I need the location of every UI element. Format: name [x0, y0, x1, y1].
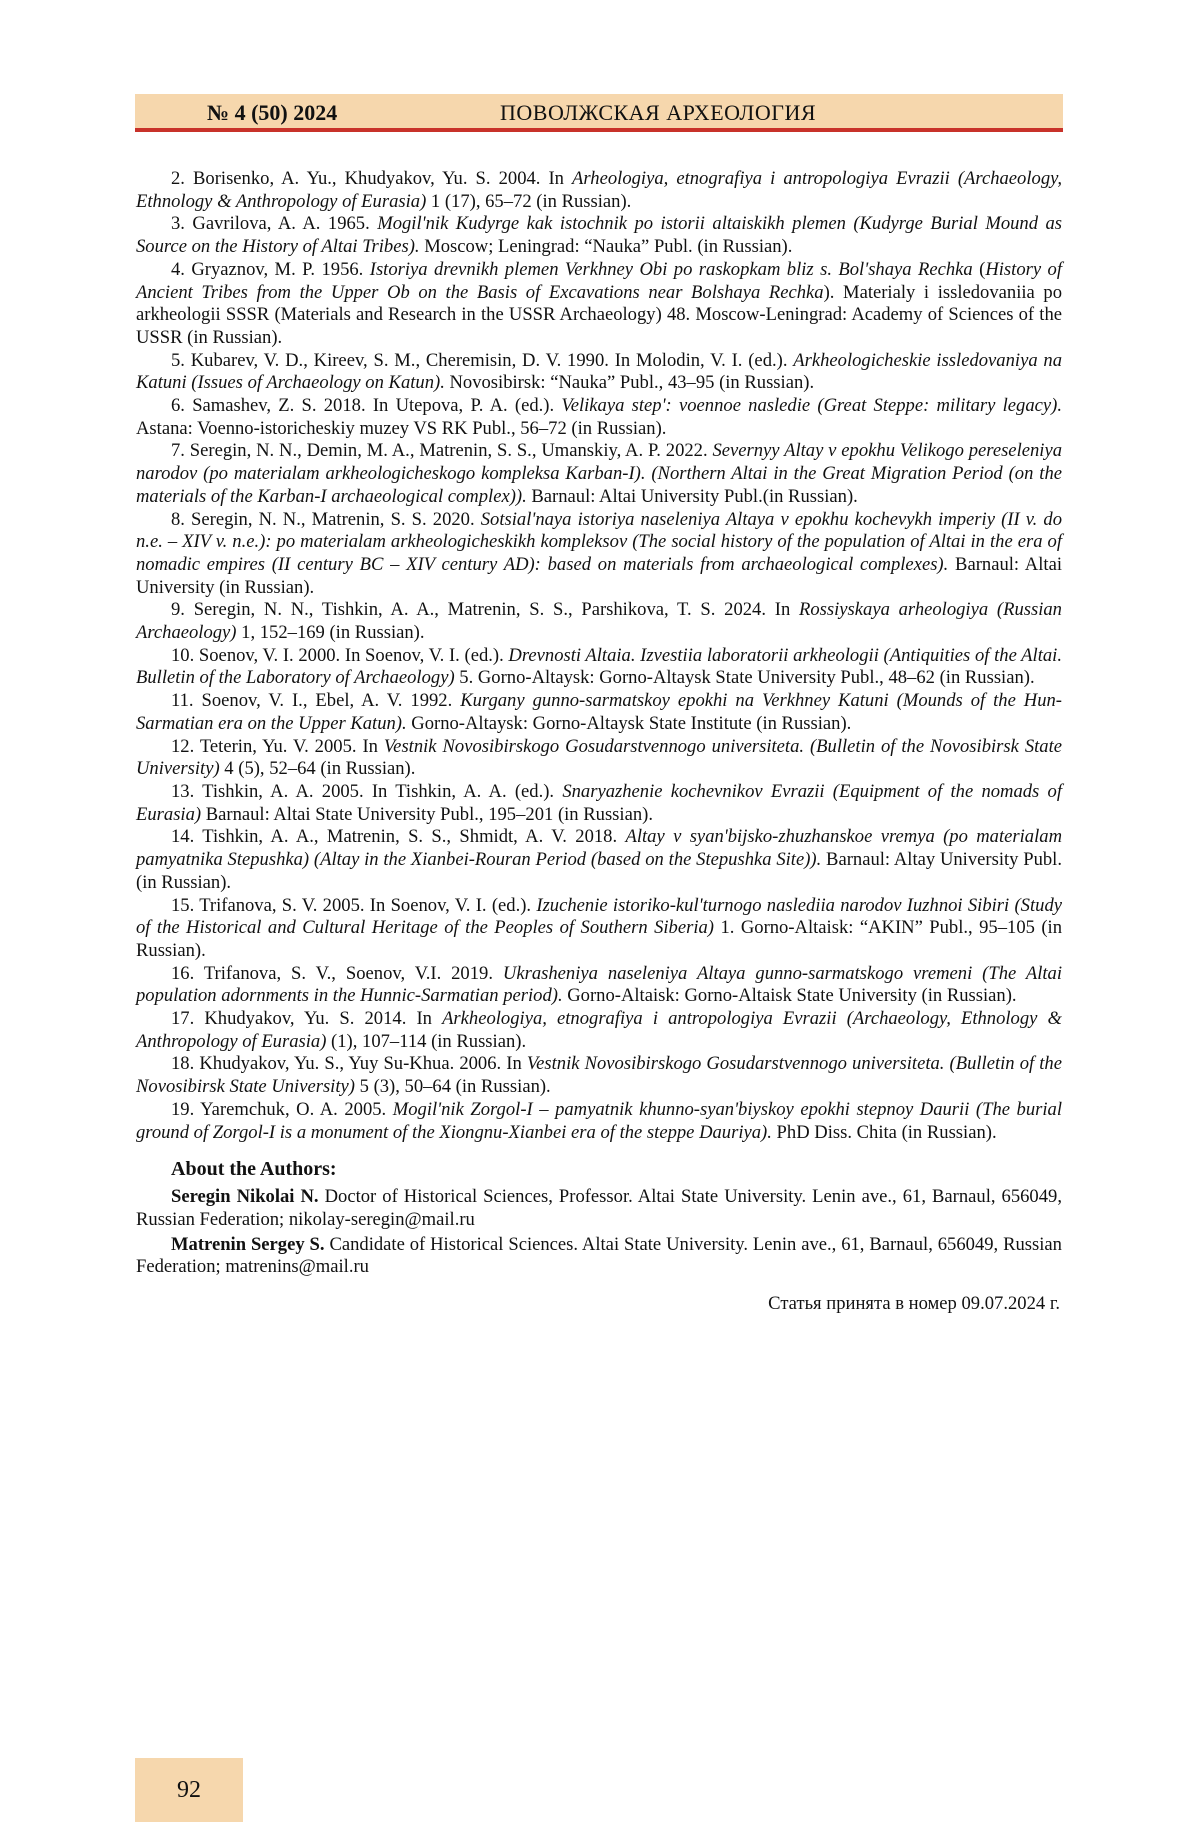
- reference-text: Barnaul: Altay University Publ. (in Russian).: [136, 849, 1062, 893]
- reference-item: [136, 213, 1062, 258]
- reference-text: Novosibirsk: “Nauka” Publ., 43–95 (in Russian).: [445, 372, 814, 393]
- reference-title: History of Ancient Tribes from the Upper Ob on the Basis of Excavations near Bolshaya Rechka: [136, 259, 1062, 303]
- reference-title: Kurgany gunno-sarmatskoy epokhi na Verkhney Katuni (Mounds of the Hun-Sarmatian era on the Upper Katun).: [136, 690, 1062, 734]
- reference-title: Drevnosti Altaia. Izvestiia laboratorii arkheologii (Antiquities of the Altai. Bulletin of the Laboratory of Archaeology): [136, 645, 1062, 689]
- reference-text: 4 (5), 52–64 (in Russian).: [220, 758, 416, 779]
- reference-text: 17. Khudyakov, Yu. S. 2014. In: [171, 1008, 442, 1029]
- reference-text: (: [973, 259, 986, 280]
- reference-text: 5. Kubarev, V. D., Kireev, S. M., Cheremisin, D. V. 1990. In Molodin, V. I. (ed.).: [171, 350, 793, 371]
- reference-title: Arkheologiya, etnografiya i antropologiya Evrazii (Archaeology, Ethnology & Anthropology of Eurasia): [136, 1008, 1062, 1052]
- about-authors-heading: About the Authors:: [136, 1156, 1062, 1182]
- reference-item: [136, 440, 1062, 508]
- reference-text: 5. Gorno-Altaysk: Gorno-Altaysk State University Publ., 48–62 (in Russian).: [455, 667, 1035, 688]
- author-list: [136, 1186, 1062, 1279]
- reference-text: 14. Tishkin, A. A., Matrenin, S. S., Shmidt, A. V. 2018.: [171, 826, 625, 847]
- reference-text: Gorno-Altaysk: Gorno-Altaysk State Institute (in Russian).: [407, 713, 852, 734]
- reference-text: Gorno-Altaisk: Gorno-Altaisk State University (in Russian).: [563, 985, 1017, 1006]
- author-name: Matrenin Sergey S.: [171, 1234, 325, 1255]
- author-name: Seregin Nikolai N.: [171, 1186, 319, 1207]
- reference-title: Arheologiya, etnografiya i antropologiya Evrazii (Archaeology, Ethnology & Anthropology of Eurasia): [136, 168, 1062, 212]
- page-content: [136, 168, 1062, 1316]
- author-details: Doctor of Historical Sciences, Professor. Altai State University. Lenin ave., 61, Barnaul, 656049, Russian Federation; nikolay-seregin@mail.ru: [136, 1186, 1062, 1230]
- reference-text: 1 (17), 65–72 (in Russian).: [426, 191, 631, 212]
- reference-title: Rossiyskaya arheologiya (Russian Archaeology): [136, 599, 1062, 643]
- reference-item: [136, 395, 1062, 440]
- reference-text: 2. Borisenko, A. Yu., Khudyakov, Yu. S. 2004. In: [171, 168, 572, 189]
- reference-item: [136, 690, 1062, 735]
- reference-text: Barnaul: Altai State University Publ., 195–201 (in Russian).: [201, 804, 653, 825]
- reference-text: Barnaul: Altai University (in Russian).: [136, 554, 1062, 598]
- reference-item: [136, 599, 1062, 644]
- reference-title: Vestnik Novosibirskogo Gosudarstvennogo universiteta. (Bulletin of the Novosibirsk State University): [136, 1053, 1062, 1097]
- reference-item: [136, 168, 1062, 213]
- reference-title: Izuchenie istoriko-kul'turnogo naslediia narodov Iuzhnoi Sibiri (Study of the Historical and Cultural Heritage of the Peoples of Southern Siberia): [136, 895, 1062, 939]
- reference-text: 4. Gryaznov, M. P. 1956.: [171, 259, 370, 280]
- reference-title: Sotsial'naya istoriya naseleniya Altaya v epokhu kochevykh imperiy (II v. do n.e. – XIV v. n.e.): po materialam arkheologicheskikh kompleksov (The social history of the population of Altai in the era of nomadic empires (II century BC – XIV century AD): based on materials from archaeological complexes).: [136, 509, 1062, 575]
- page-number: 92: [135, 1758, 243, 1822]
- journal-title: ПОВОЛЖСКАЯ АРХЕОЛОГИЯ: [500, 100, 816, 126]
- reference-item: [136, 509, 1062, 600]
- reference-text: Astana: Voenno-istoricheskiy muzey VS RK Publ., 56–72 (in Russian).: [136, 418, 666, 439]
- reference-text: 18. Khudyakov, Yu. S., Yuy Su-Khua. 2006. In: [171, 1053, 527, 1074]
- reference-text: 1. Gorno-Altaisk: “AKIN” Publ., 95–105 (in Russian).: [136, 917, 1062, 961]
- reference-text: 1, 152–169 (in Russian).: [237, 622, 425, 643]
- author-entry: [136, 1186, 1062, 1231]
- reference-text: 7. Seregin, N. N., Demin, M. A., Matrenin, S. S., Umanskiy, A. P. 2022.: [171, 440, 712, 461]
- reference-item: [136, 645, 1062, 690]
- reference-text: ). Materialy i issledovaniia po arkheologii SSSR (Materials and Research in the USSR Archaeology) 48. Moscow-Leningrad: Academy of Sciences of the USSR (in Russian).: [136, 282, 1062, 348]
- reference-text: 5 (3), 50–64 (in Russian).: [355, 1076, 551, 1097]
- reference-title: Vestnik Novosibirskogo Gosudarstvennogo universiteta. (Bulletin of the Novosibirsk State University): [136, 736, 1062, 780]
- reference-title: Snaryazhenie kochevnikov Evrazii (Equipment of the nomads of Eurasia): [136, 781, 1062, 825]
- reference-text: PhD Diss. Chita (in Russian).: [772, 1122, 997, 1143]
- reference-text: 3. Gavrilova, A. A. 1965.: [171, 213, 377, 234]
- reference-text: 6. Samashev, Z. S. 2018. In Utepova, P. A. (ed.).: [171, 395, 561, 416]
- reference-text: 10. Soenov, V. I. 2000. In Soenov, V. I. (ed.).: [171, 645, 508, 666]
- reference-item: [136, 963, 1062, 1008]
- reference-text: 13. Tishkin, A. A. 2005. In Tishkin, A. A. (ed.).: [171, 781, 562, 802]
- reference-title: Istoriya drevnikh plemen Verkhney Obi po raskopkam bliz s. Bol'shaya Rechka: [370, 259, 973, 280]
- reference-item: [136, 826, 1062, 894]
- reference-title: Ukrasheniya naseleniya Altaya gunno-sarmatskogo vremeni (The Altai population adornments in the Hunnic-Sarmatian period).: [136, 963, 1062, 1007]
- author-details: Candidate of Historical Sciences. Altai State University. Lenin ave., 61, Barnaul, 656049, Russian Federation; matrenins@mail.ru: [136, 1234, 1062, 1278]
- reference-title: Arkheologicheskie issledovaniya na Katuni (Issues of Archaeology on Katun).: [136, 350, 1062, 394]
- reference-title: Severnyy Altay v epokhu Velikogo pereseleniya narodov (po materialam arkheologicheskogo kompleksa Karban-I). (Northern Altai in the Great Migration Period (on the materials of the Karban-I archaeological complex)).: [136, 440, 1062, 506]
- reference-item: [136, 1008, 1062, 1053]
- reference-text: 9. Seregin, N. N., Tishkin, A. A., Matrenin, S. S., Parshikova, T. S. 2024. In: [171, 599, 799, 620]
- reference-item: [136, 895, 1062, 963]
- reference-list: [136, 168, 1062, 1144]
- reference-item: [136, 259, 1062, 350]
- reference-text: (1), 107–114 (in Russian).: [326, 1031, 526, 1052]
- reference-text: Barnaul: Altai University Publ.(in Russian).: [527, 486, 858, 507]
- reference-text: 16. Trifanova, S. V., Soenov, V.I. 2019.: [171, 963, 503, 984]
- reference-item: [136, 350, 1062, 395]
- reference-text: 12. Teterin, Yu. V. 2005. In: [171, 736, 384, 757]
- reference-text: 8. Seregin, N. N., Matrenin, S. S. 2020.: [171, 509, 481, 530]
- reference-title: Velikaya step': voennoe nasledie (Great Steppe: military legacy).: [561, 395, 1062, 416]
- reference-item: [136, 736, 1062, 781]
- reference-title: Mogil'nik Kudyrge kak istochnik po istorii altaiskikh plemen (Kudyrge Burial Mound as Source on the History of Altai Tribes).: [136, 213, 1062, 257]
- reference-item: [136, 781, 1062, 826]
- reference-text: Moscow; Leningrad: “Nauka” Publ. (in Russian).: [420, 236, 793, 257]
- reference-item: [136, 1099, 1062, 1144]
- running-header: [135, 94, 1063, 132]
- reference-text: 19. Yaremchuk, O. A. 2005.: [171, 1099, 393, 1120]
- reference-title: Altay v syan'bijsko-zhuzhanskoe vremya (po materialam pamyatnika Stepushka) (Altay in the Xianbei-Rouran Period (based on the Stepushka Site)).: [136, 826, 1062, 870]
- reference-item: [136, 1053, 1062, 1098]
- reference-text: 11. Soenov, V. I., Ebel, A. V. 1992.: [171, 690, 460, 711]
- reference-title: Mogil'nik Zorgol-I – pamyatnik khunno-syan'biyskoy epokhi stepnoy Daurii (The burial ground of Zorgol-I is a monument of the Xiongnu-Xianbei era of the steppe Dauriya).: [136, 1099, 1062, 1143]
- issue-number: № 4 (50) 2024: [207, 100, 337, 126]
- author-entry: [136, 1234, 1062, 1279]
- accepted-date: Статья принята в номер 09.07.2024 г.: [136, 1293, 1062, 1316]
- reference-text: 15. Trifanova, S. V. 2005. In Soenov, V. I. (ed.).: [171, 895, 536, 916]
